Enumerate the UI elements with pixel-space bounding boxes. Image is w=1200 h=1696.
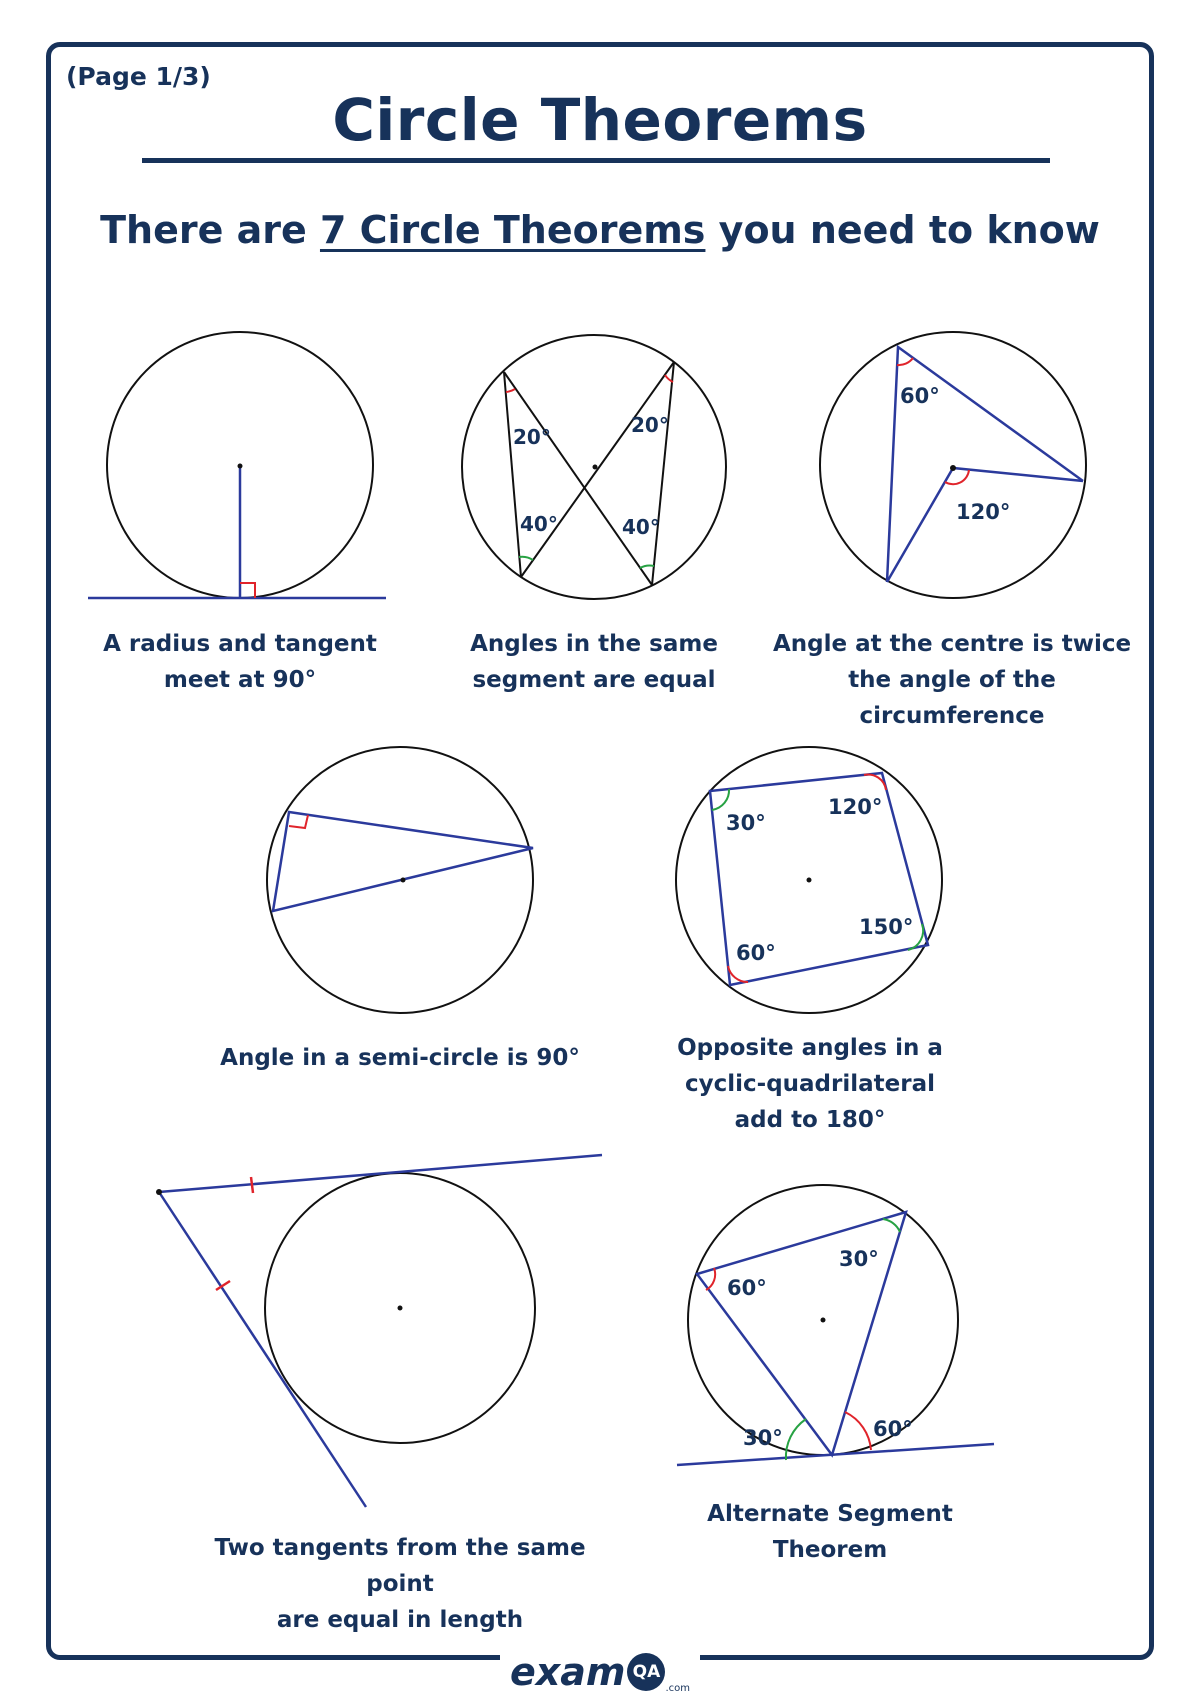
caption-line: the angle of the circumference — [848, 667, 1056, 729]
caption-angle-at-centre — [762, 626, 1142, 734]
caption-line: Alternate Segment Theorem — [707, 1501, 953, 1563]
diagram-two-tangents — [156, 1155, 602, 1507]
angle-label-120: 120° — [956, 500, 1011, 524]
brand-domain: .com — [665, 1683, 691, 1694]
caption-line: Angles in the same — [470, 631, 718, 657]
angle-label-20-right: 20° — [631, 413, 669, 437]
subtitle-suffix: you need to know — [705, 208, 1100, 252]
angle-label-40-left: 40° — [520, 512, 558, 536]
caption-line: A radius and tangent — [103, 631, 377, 657]
brand-badge: QA — [627, 1653, 665, 1691]
caption-line: segment are equal — [472, 667, 716, 693]
diagram-same-segment — [462, 335, 726, 599]
caption-line: Angle at the centre is twice — [772, 631, 1132, 657]
caption-line: Two tangents from the same point — [214, 1535, 586, 1597]
diagram-alternate-segment — [677, 1185, 994, 1465]
subtitle-highlight: 7 Circle Theorems — [319, 208, 706, 252]
caption-alternate-segment — [650, 1496, 1010, 1568]
page-label: (Page 1/3) — [66, 62, 211, 91]
diagram-angle-at-centre — [820, 332, 1086, 598]
angle-label-60: 60° — [900, 384, 940, 408]
angle-label-20-left: 20° — [513, 425, 551, 449]
caption-line: Opposite angles in a — [677, 1035, 943, 1061]
caption-line: meet at 90° — [163, 667, 317, 693]
examqa-logo — [500, 1650, 700, 1694]
brand-text: exam — [509, 1650, 626, 1694]
caption-semicircle — [220, 1040, 580, 1076]
caption-two-tangents — [180, 1530, 620, 1638]
angle-label-60-bottom: 60° — [873, 1417, 913, 1441]
diagram-radius-tangent — [88, 332, 386, 598]
diagram-cyclic-quadrilateral — [676, 747, 942, 1013]
angle-label-60-top: 60° — [727, 1276, 767, 1300]
page-title: Circle Theorems — [332, 86, 868, 154]
caption-cyclic-quadrilateral — [660, 1030, 960, 1138]
caption-line: add to 180° — [734, 1107, 886, 1133]
subtitle-prefix: There are — [100, 208, 320, 252]
angle-label-150: 150° — [859, 915, 914, 939]
angle-label-60: 60° — [736, 941, 776, 965]
angle-label-30-bottom: 30° — [743, 1426, 783, 1450]
caption-same-segment — [444, 626, 744, 698]
caption-radius-tangent — [90, 626, 390, 698]
angle-label-120: 120° — [828, 795, 883, 819]
diagram-semicircle — [267, 747, 533, 1013]
caption-line: cyclic-quadrilateral — [684, 1071, 935, 1097]
angle-label-30: 30° — [726, 811, 766, 835]
caption-line: Angle in a semi-circle is 90° — [220, 1045, 580, 1071]
angle-label-30-top: 30° — [839, 1247, 879, 1271]
caption-line: are equal in length — [276, 1607, 524, 1633]
angle-label-40-right: 40° — [622, 515, 660, 539]
